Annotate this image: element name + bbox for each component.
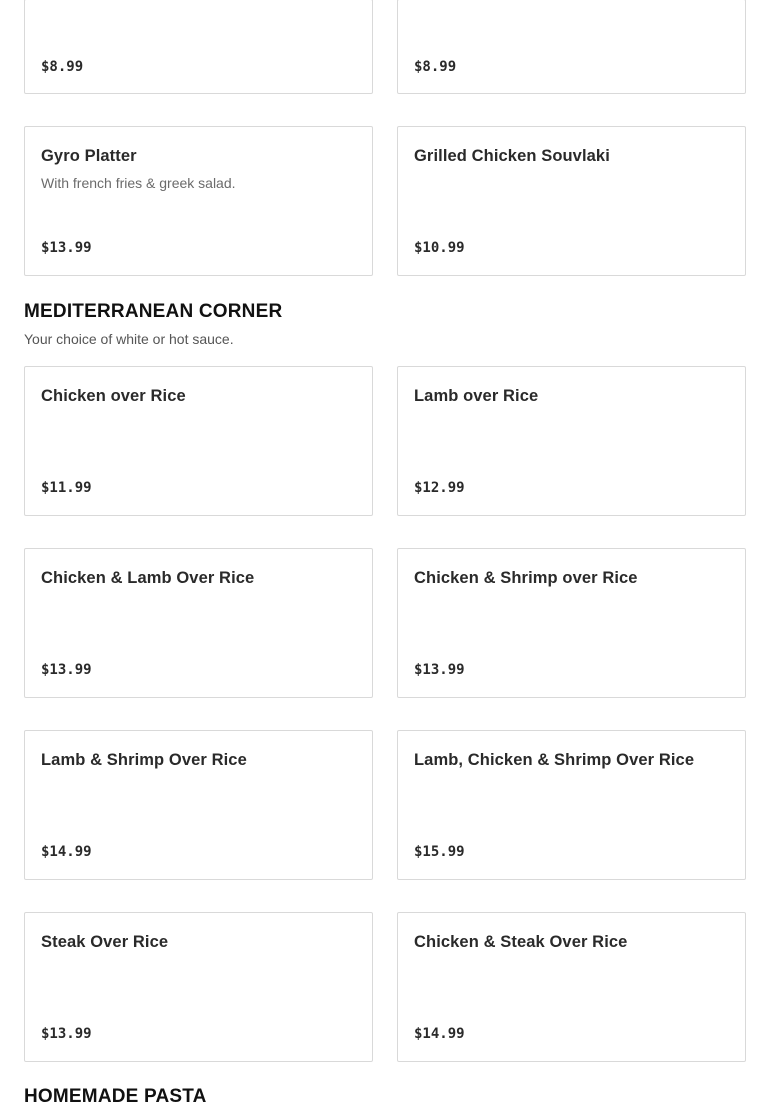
item-price: $13.99	[41, 240, 92, 256]
menu-item-card[interactable]	[397, 0, 746, 94]
item-name: Chicken & Steak Over Rice	[414, 933, 628, 951]
menu-item-card[interactable]	[397, 912, 746, 1062]
item-name: Steak Over Rice	[41, 933, 169, 951]
item-price: $13.99	[41, 662, 92, 678]
item-name: Chicken & Shrimp over Rice	[414, 569, 638, 587]
item-name: Grilled Chicken Souvlaki	[414, 147, 610, 165]
item-price: $14.99	[41, 844, 92, 860]
section-title: MEDITERRANEAN CORNER	[24, 301, 283, 322]
item-name: Lamb over Rice	[414, 387, 539, 405]
menu-item-card[interactable]	[397, 366, 746, 516]
item-name: Lamb & Shrimp Over Rice	[41, 751, 247, 769]
item-name: Chicken over Rice	[41, 387, 186, 405]
item-price: $12.99	[414, 480, 465, 496]
item-price: $11.99	[41, 480, 92, 496]
item-price: $13.99	[41, 1026, 92, 1042]
item-name: Chicken & Lamb Over Rice	[41, 569, 255, 587]
item-price: $8.99	[414, 59, 457, 75]
menu-item-card[interactable]	[397, 730, 746, 880]
item-price: $15.99	[414, 844, 465, 860]
menu-item-card[interactable]	[397, 548, 746, 698]
item-price: $14.99	[414, 1026, 465, 1042]
menu-item-card[interactable]	[24, 126, 373, 276]
item-price: $13.99	[414, 662, 465, 678]
item-name: Lamb, Chicken & Shrimp Over Rice	[414, 751, 695, 769]
menu-item-card[interactable]	[397, 126, 746, 276]
item-price: $8.99	[41, 59, 84, 75]
menu-item-card[interactable]	[24, 548, 373, 698]
item-price: $10.99	[414, 240, 465, 256]
menu-item-card[interactable]	[24, 366, 373, 516]
section-description: Your choice of white or hot sauce.	[24, 331, 234, 347]
section-title: HOMEMADE PASTA	[24, 1086, 207, 1107]
item-name: Gyro Platter	[41, 147, 137, 165]
menu-item-card[interactable]	[24, 0, 373, 94]
menu-item-card[interactable]	[24, 730, 373, 880]
menu-item-card[interactable]	[24, 912, 373, 1062]
item-description: With french fries & greek salad.	[41, 175, 236, 191]
